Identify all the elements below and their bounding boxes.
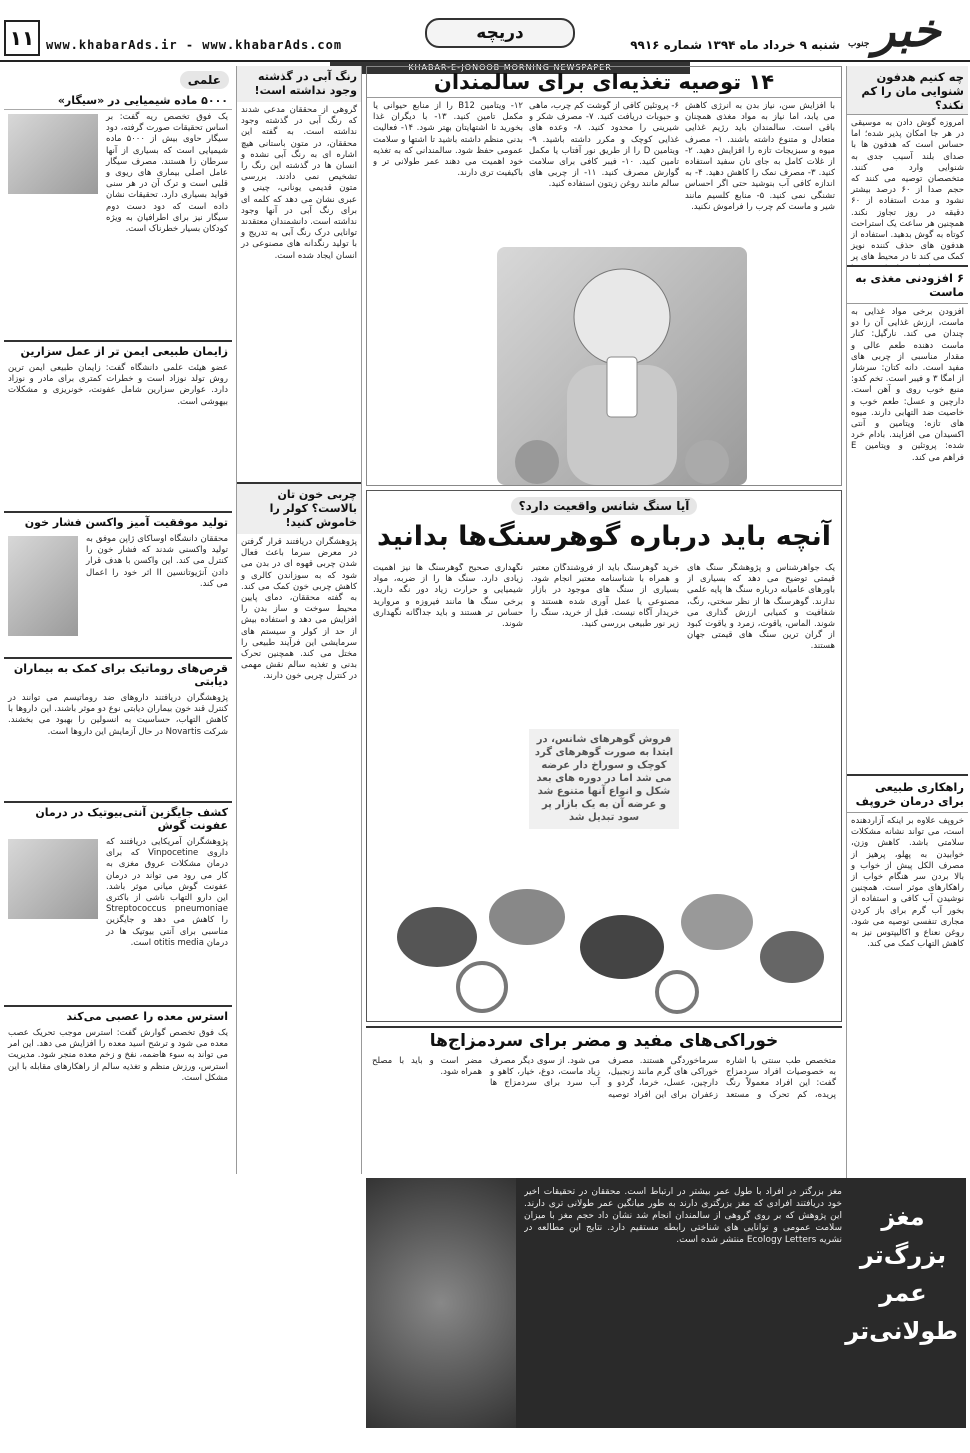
headphones-headline: چه کنیم هدفون شنوایی مان را کم نکند؟: [847, 66, 968, 115]
elderly-col2: ۶- پروتئین کافی از گوشت کم چرب، ماهی و حبوبات دریافت کنید. ۷- مصرف شکر و شیرینی را محدود کنید. ۸- وعده های غذایی کوچک و مکرر داشته باشید. ۹- ویتامین D را از طریق نور آفتاب یا مکمل تامین کنید. ۱۰- فیبر کافی برای سلامت گوارش مصرف کنید. ۱۱- از چربی های سالم مانند روغن زیتون استفاده کنید.: [529, 101, 679, 190]
syringe-photo: [8, 536, 78, 636]
brain-photo: [366, 1178, 516, 1428]
stress-headline: استرس معده را عصبی می‌کند: [4, 1005, 232, 1026]
cholesterol-headline: چربی خون تان بالاست؟ کولر را خاموش کنید!: [237, 482, 361, 534]
gem-pullquote: فروش گوهرهای شانس، در ابتدا به صورت گوهرهای گرد کوچک و سوراخ دار عرضه می شد اما در دوره های بعد شکل و انواع آنها متنوع شد و عرضه آن به یک بازار پر سود تبدیل شد: [529, 729, 679, 829]
vaccine-headline: تولید موفقیت آمیز واکسن فشار خون: [4, 511, 232, 532]
food-body: متخصص طب سنتی با اشاره به خصوصیات افراد سردمزاج گفت: این افراد معمولاً رنگ پریده، کم تحرک و مستعد سرماخوردگی هستند. مصرف خوراکی های گرم مانند زنجبیل، دارچین، عسل، خرما، گردو و زعفران برای این افراد توصیه می شود. از سوی دیگر مصرف زیاد ماست، دوغ، خیار، کاهو و آب سرد برای سردمزاج ها مضر است و باید با مصلح همراه شود.: [372, 1056, 836, 1100]
ear-headline: کشف جایگزین آنتی‌بیوتیک در درمان عفونت گوش: [4, 801, 232, 835]
brain-body: مغز بزرگتر در افراد با طول عمر بیشتر در ارتباط است. محققان در تحقیقات اخیر خود دریافتند افرادی که مغز بزرگتری دارند به طور میانگین عمر طولانی تری دارند. این پژوهش که بر روی گروهی از سالمندان انجام شد نشان داد حجم مغز با میزان سلامت عمومی و توانایی های شناختی رابطه مستقیم دارد. نتایج این مطالعه در نشریه Ecology Letters منتشر شده است.: [524, 1187, 842, 1245]
pills-photo: [8, 839, 98, 919]
vaccine-body: محققان دانشگاه اوساکای ژاپن موفق به تولید واکسنی شدند که فشار خون را کنترل می کند. این واکسن با هدف قرار دادن آنژیوتانسین II اثر خود را اعمال می کند.: [86, 534, 228, 589]
stress-body: یک فوق تخصص گوارش گفت: استرس موجب تحریک عصب معده می شود و ترشح اسید معده را افزایش می دهد. این امر می تواند به سوء هاضمه، نفخ و زخم معده منجر شود. مدیریت استرس، ورزش منظم و تغذیه سالم از راهکارهای مقابله با این مشکل است.: [8, 1028, 228, 1083]
yogurt-body: افزودن برخی مواد غذایی به ماست، ارزش غذایی آن را دو چندان می کند. نارگیل: کنار ماست دهنده طعم عالی و مقدار مناسبی از چربی های مفید است. دانه کتان: سرشار از امگا ۳ و فیبر است. تخم کدو: منبع خوب روی و آهن است. دارچین و عسل: طعم خوب و خاصیت ضد التهابی دارند. میوه های تازه: ویتامین و آنتی اکسیدان می افزایند. بادام خرد شده: پروتئین و ویتامین E فراهم می کند.: [851, 307, 964, 463]
gem-col3: نگهداری صحیح گوهرسنگ ها نیز اهمیت زیادی دارد. سنگ ها را از ضربه، مواد شیمیایی و حرارت زیاد دور نگه دارید. برخی سنگ ها مانند فیروزه و مروارید حساس تر هستند و باید جداگانه نگهداری شوند.: [373, 563, 523, 630]
gem-headline: آنچه باید درباره گوهرسنگ‌ها بدانید: [377, 521, 831, 552]
cigarette-headline: ۵۰۰۰ ماده شیمیایی در «سیگار»: [4, 92, 232, 110]
birth-body: عضو هیئت علمی دانشگاه گفت: زایمان طبیعی ایمن ترین روش تولد نوزاد است و خطرات کمتری برای مادر و نوزاد دارد. عوارض سزارین شامل عفونت، خونریزی و مشکلات بیهوشی است.: [8, 363, 228, 407]
gemstones-photo: [377, 847, 833, 1017]
left-column: [4, 66, 232, 1428]
science-label: علمی: [180, 71, 229, 89]
blue-color-headline: رنگ آبی در گذشته وجود نداشته است!: [237, 66, 361, 102]
section-title: دریچه: [425, 18, 575, 48]
food-headline: خوراکی‌های مفید و مضر برای سردمزاج‌ها: [429, 1031, 779, 1051]
page-number: ۱۱: [4, 20, 40, 56]
gem-col2: خرید گوهرسنگ باید از فروشندگان معتبر و همراه با شناسنامه معتبر انجام شود. بسیاری از سنگ های موجود در بازار مصنوعی یا عمل آوری شده هستند و خریدار آگاه نیست. قبل از خرید، سنگ را زیر نور طبیعی بررسی کنید.: [531, 563, 679, 630]
issue-dateline: شنبه ۹ خرداد ماه ۱۳۹۴ شماره ۹۹۱۶: [630, 38, 840, 52]
newspaper-logo: خبر جنوب: [848, 3, 941, 57]
cigarette-body: یک فوق تخصص ریه گفت: بر اساس تحقیقات صورت گرفته، دود سیگار حاوی بیش از ۵۰۰۰ ماده شیمیایی است که بسیاری از آنها سرطان زا هستند. مصرف سیگار عامل اصلی بیماری های ریوی و قلبی است و ترک آن در هر سنی فواید بسیاری دارد. تحقیقات نشان داده است که دود دست دوم سیگار نیز برای اطرافیان به ویژه کودکان بسیار خطرناک است.: [106, 112, 228, 235]
elderly-nutrition-article: [366, 66, 842, 486]
gem-kicker: آیا سنگ شانس واقعیت دارد؟: [511, 497, 698, 515]
gem-col1: یک جواهرشناس و پژوهشگر سنگ های قیمتی توضیح می دهد که بسیاری از باورهای عامیانه درباره سنگ ها پایه علمی ندارند. گوهرسنگ ها از نظر سختی، رنگ، شفافیت و کمیابی ارزش گذاری می شوند. الماس، یاقوت، زمرد و یاقوت کبود از گران ترین سنگ های قیمتی جهان هستند.: [687, 563, 835, 652]
elderly-col1: با افزایش سن، نیاز بدن به انرژی کاهش می یابد، اما نیاز به مواد مغذی همچنان باقی است. سالمندان باید رژیم غذایی متعادل و متنوع داشته باشند. ۱- مصرف میوه و سبزیجات تازه را افزایش دهید. ۲- از غلات کامل به جای نان سفید استفاده کنید. ۳- مصرف نمک را کاهش دهید. ۴- به اندازه کافی آب بنوشید حتی اگر احساس تشنگی نمی کنید. ۵- منابع کلسیم مانند شیر و ماست کم چرب را فراموش نکنید.: [685, 101, 835, 212]
gemstone-article: [366, 490, 842, 1022]
diabetes-headline: قرص‌های روماتیک برای کمک به بیماران دیابتی: [4, 657, 232, 691]
elderly-col3: ۱۲- ویتامین B12 را از منابع حیوانی یا مکمل تامین کنید. ۱۳- با دیگران غذا بخورید تا اشتهایتان بهتر شود. ۱۴- فعالیت بدنی منظم داشته باشید تا اشتها و سلامت عمومی حفظ شود. سالمندانی که به تغذیه خود اهمیت می دهند عمر طولانی تر و باکیفیت تری دارند.: [373, 101, 523, 179]
headphones-body: امروزه گوش دادن به موسیقی در هر جا امکان پذیر شده؛ اما حساس است که هدفون ها با صدای بلند آسیب جدی به شنوایی وارد می کنند. متخصصان توصیه می کنند که حجم صدا از ۶۰ درصد بیشتر نشود و مدت استفاده از ۶۰ دقیقه در روز تجاوز نکند. همچنین هر ساعت یک استراحت کوتاه به گوش بدهید. استفاده از هدفون های حذف کننده نویز کمک می کند تا در محیط های پر: [851, 118, 964, 263]
cholesterol-body: پژوهشگران دریافتند قرار گرفتن در معرض سرما باعث فعال شدن چربی قهوه ای در بدن می شود که به سوزاندن کالری و کاهش چربی خون کمک می کند. به گفته محققان، دمای پایین محیط سوخت و ساز بدن را افزایش می دهد و استفاده بیش از حد از کولر و سیستم های سرمایشی این فرآیند طبیعی را مختل می کند. همچنین تحرک بدنی و تغذیه سالم نقش مهمی در کنترل چربی خون دارند.: [241, 537, 357, 682]
cigarettes-photo: [8, 114, 98, 194]
diabetes-body: پژوهشگران دریافتند داروهای ضد روماتیسم می توانند در کنترل قند خون بیماران دیابتی نوع دو موثر باشند. این داروها با کاهش التهاب، حساسیت به انسولین را بهبود می بخشند. شرکت Novartis در حال آزمایش این داروها است.: [8, 693, 228, 737]
middle-column: [236, 66, 362, 1174]
elderly-headline: ۱۴ توصیه تغذیه‌ای برای سالمندان: [367, 67, 841, 98]
snoring-headline: راهکاری طبیعی برای درمان خروپف: [847, 774, 968, 813]
english-name-strip: KHABAR-E-JONOOB MORNING NEWSPAPER: [330, 62, 690, 74]
birth-headline: زایمان طبیعی ایمن تر از عمل سزارین: [4, 340, 232, 361]
ear-body: پژوهشگران آمریکایی دریافتند که داروی Vinpocetine که برای درمان مشکلات عروق مغزی به کار می رود می تواند در درمان عفونت گوش میانی موثر باشد. این دارو التهاب ناشی از باکتری Streptococcus pneumoniae را کاهش می دهد و جایگزین مناسبی برای آنتی بیوتیک ها در درمان otitis media است.: [106, 837, 228, 948]
website-url[interactable]: www.khabarAds.ir - www.khabarAds.com: [46, 38, 343, 52]
food-article: [366, 1026, 842, 1174]
gemstones-illustration: [377, 847, 833, 1017]
brain-headline: مغز بزرگ‌تر عمر طولانی‌تر: [845, 1203, 958, 1345]
snoring-body: خروپف علاوه بر اینکه آزاردهنده است، می تواند نشانه مشکلات سلامتی باشد. کاهش وزن، خوابیدن به پهلو، پرهیز از مصرف الکل پیش از خواب و بالا بردن سر هنگام خواب از راهکارهای موثر است. همچنین نوشیدن آب کافی و استفاده از بخور آب گرم برای باز کردن مجاری تنفسی توصیه می شود. روغن نعناع و اکالیپتوس نیز به کاهش التهاب کمک می کند.: [851, 816, 964, 950]
brain-article: [366, 1178, 966, 1428]
yogurt-headline: ۶ افزودنی مغذی به ماست: [847, 265, 968, 304]
masthead: [0, 0, 970, 62]
blue-color-body: گروهی از محققان مدعی شدند که رنگ آبی در گذشته وجود نداشته است. به گفته این محققان، در متون باستانی هیچ اشاره ای به رنگ آبی نشده و انسان ها در گذشته این رنگ را تشخیص نمی دادند. بررسی متون قدیمی یونانی، چینی و عبری نشان می دهد که کلمه ای برای رنگ آبی در آنها وجود نداشته است. دانشمندان معتقدند توانایی درک رنگ آبی به تدریج و با تولید رنگدانه های مصنوعی در انسان ایجاد شده است.: [241, 105, 357, 261]
